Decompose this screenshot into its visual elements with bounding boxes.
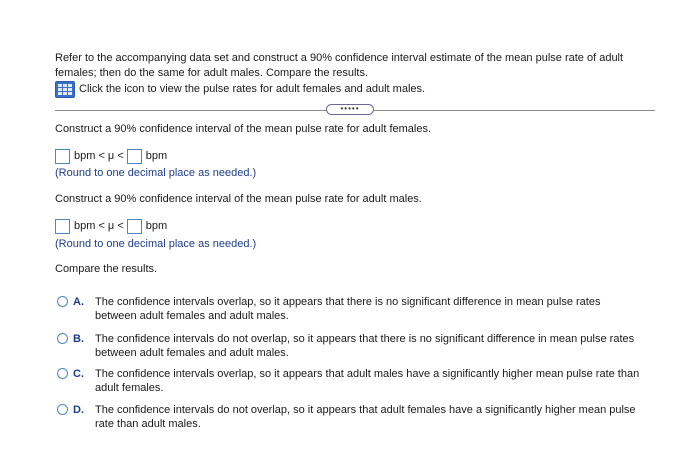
option-a-text: The confidence intervals overlap, so it appears that there is no significant difference in mean pulse rates between adult females and adult males. (95, 296, 601, 322)
part2-mid-text: bpm < μ < (74, 220, 124, 232)
part1-unit: bpm (145, 150, 168, 162)
option-a-letter: A. (73, 296, 84, 308)
dataset-link-label: Click the icon to view the pulse rates for adult females and adult males. (79, 82, 426, 95)
dataset-link-row (55, 80, 425, 98)
part1-prompt: Construct a 90% confidence interval of the mean pulse rate for adult females. (55, 123, 432, 135)
option-b[interactable] (57, 332, 647, 360)
option-d[interactable] (57, 403, 647, 431)
option-d-letter: D. (73, 404, 84, 416)
part2-upper-input[interactable] (127, 219, 142, 234)
part1-lower-input[interactable] (55, 149, 70, 164)
option-b-radio[interactable] (57, 333, 68, 344)
option-c-letter: C. (73, 368, 84, 380)
part1-rounding-note: (Round to one decimal place as needed.) (55, 167, 257, 179)
option-b-letter: B. (73, 333, 84, 345)
option-c-text: The confidence intervals overlap, so it appears that adult males have a significantly higher mean pulse rate than adult females. (95, 368, 640, 394)
option-a-radio[interactable] (57, 296, 68, 307)
divider-handle[interactable]: ••••• (326, 104, 374, 115)
option-b-text: The confidence intervals do not overlap, so it appears that there is no significant difference in mean pulse rates between adult females and adult males. (95, 333, 635, 359)
table-grid-icon[interactable] (55, 81, 75, 98)
part2-unit: bpm (145, 220, 168, 232)
option-c[interactable] (57, 367, 647, 395)
question-intro: Refer to the accompanying data set and construct a 90% confidence interval estimate of the mean pulse rate of adult females; then do the same for adult males. Compare the results. (55, 52, 624, 79)
part2-lower-input[interactable] (55, 219, 70, 234)
compare-prompt: Compare the results. (55, 263, 158, 275)
part2-prompt: Construct a 90% confidence interval of the mean pulse rate for adult males. (55, 193, 422, 205)
part1-interval-row (55, 147, 167, 165)
option-d-text: The confidence intervals do not overlap, so it appears that adult females have a significantly higher mean pulse rate than adult males. (95, 404, 636, 430)
option-a[interactable] (57, 295, 647, 323)
option-c-radio[interactable] (57, 368, 68, 379)
part2-rounding-note: (Round to one decimal place as needed.) (55, 238, 257, 250)
part2-interval-row (55, 217, 167, 235)
option-d-radio[interactable] (57, 404, 68, 415)
part1-upper-input[interactable] (127, 149, 142, 164)
part1-mid-text: bpm < μ < (74, 150, 124, 162)
